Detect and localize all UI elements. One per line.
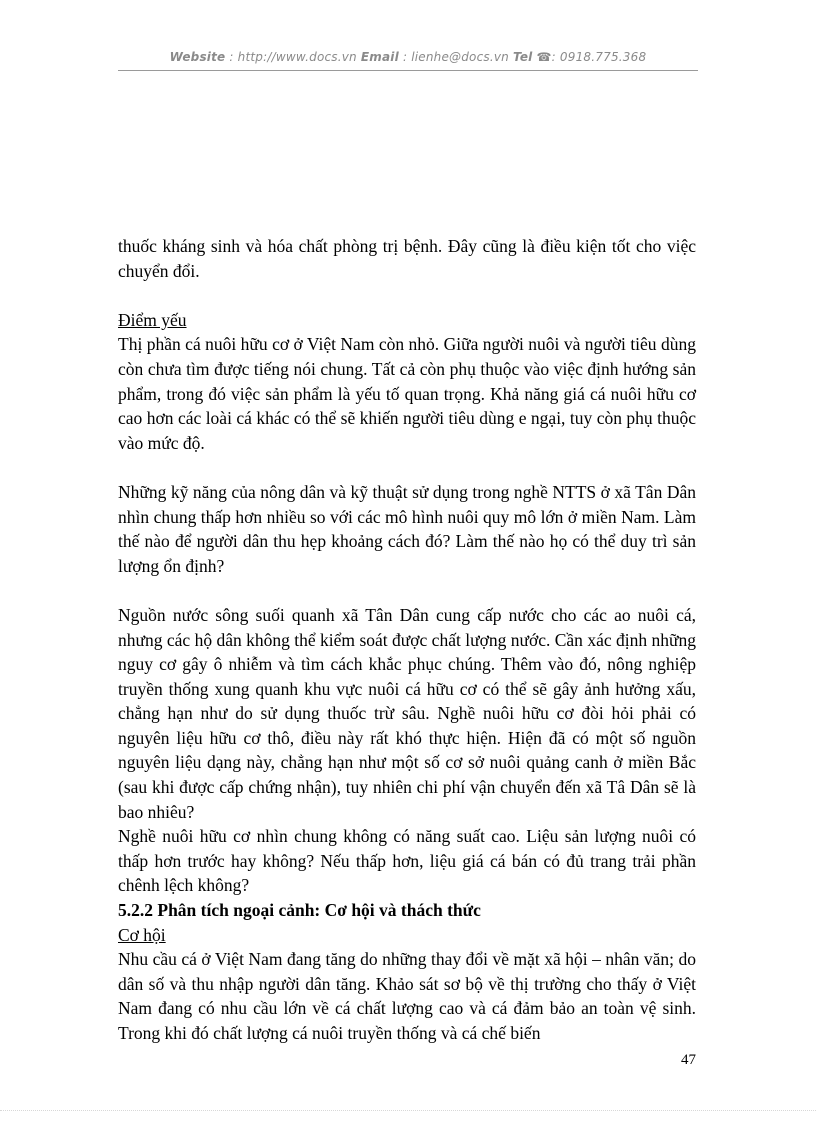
page-header — [118, 50, 698, 64]
paragraph-opportunity-1: Nhu cầu cá ở Việt Nam đang tăng do những thay đổi về mặt xã hội – nhân văn; do dân số và thu nhập người dân tăng. Khảo sát sơ bộ về thị trường cho thấy ở Việt Nam đang có nhu cầu lớn về cá chất lượng cao và cá đảm bảo an toàn vệ sinh. Trong khi đó chất lượng cá nuôi truyền thống và cá chế biến — [118, 949, 696, 1043]
footer-divider — [0, 1110, 816, 1111]
paragraph-weakness-1: Thị phần cá nuôi hữu cơ ở Việt Nam còn nhỏ. Giữa người nuôi và người tiêu dùng còn chưa tìm được tiếng nói chung. Tất cả còn phụ thuộc vào việc định hướng sản phẩm, trong đó việc sản phẩm là yếu tố quan trọng. Khả năng giá cá nuôi hữu cơ cao hơn các loài cá khác có thể sẽ khiến người tiêu dùng e ngại, tuy còn phụ thuộc vào mức độ. — [118, 334, 696, 453]
spacer — [118, 578, 696, 603]
opportunity-title: Cơ hội — [118, 924, 166, 945]
website-label: Website — [169, 50, 226, 64]
weakness-title: Điểm yếu — [118, 309, 187, 330]
spacer — [118, 283, 696, 308]
document-body — [118, 234, 696, 1046]
paragraph-weakness-4: Nghề nuôi hữu cơ nhìn chung không có năng suất cao. Liệu sản lượng nuôi có thấp hơn trước hay không? Nếu thấp hơn, liệu giá cá bán có đủ trang trải phần chênh lệch không? — [118, 826, 696, 896]
spacer — [118, 455, 696, 480]
page-number: 47 — [681, 1052, 696, 1068]
paragraph-weakness-3: Nguồn nước sông suối quanh xã Tân Dân cung cấp nước cho các ao nuôi cá, nhưng các hộ dân không thể kiểm soát được chất lượng nước. Cần xác định những nguy cơ gây ô nhiễm và tìm cách khắc phục chúng. Thêm vào đó, nông nghiệp truyền thống xung quanh khu vực nuôi cá hữu cơ có thể sẽ gây ảnh hưởng xấu, chẳng hạn như do sử dụng thuốc trừ sâu. Nghề nuôi hữu cơ đòi hỏi phải có nguyên liệu hữu cơ thô, điều này rất khó thực hiện. Hiện đã có một số nguồn nguyên liệu dạng này, chẳng hạn như một số cơ sở nuôi quảng canh ở miền Bắc (sau khi được cấp chứng nhận), tuy nhiên chi phí vận chuyển đến xã Tâ Dân sẽ là bao nhiêu? — [118, 604, 696, 822]
paragraph-weakness-2: Những kỹ năng của nông dân và kỹ thuật sử dụng trong nghề NTTS ở xã Tân Dân nhìn chung thấp hơn nhiều so với các mô hình nuôi quy mô lớn ở miền Nam. Làm thế nào để người dân thu hẹp khoảng cách đó? Làm thế nào họ có thể duy trì sản lượng ổn định? — [118, 481, 696, 576]
website-value: : http://www.docs.vn — [229, 50, 357, 64]
tel-value: : 0918.775.368 — [551, 50, 647, 64]
section-heading: 5.2.2 Phân tích ngoại cảnh: Cơ hội và thách thức — [118, 900, 481, 921]
tel-label: Tel — [513, 50, 533, 64]
paragraph-intro: thuốc kháng sinh và hóa chất phòng trị bệnh. Đây cũng là điều kiện tốt cho việc chuyển đổi. — [118, 236, 696, 281]
header-divider — [118, 70, 698, 71]
email-value: : lienhe@docs.vn — [402, 50, 509, 64]
phone-icon: ☎ — [536, 50, 552, 64]
email-label: Email — [360, 50, 399, 64]
